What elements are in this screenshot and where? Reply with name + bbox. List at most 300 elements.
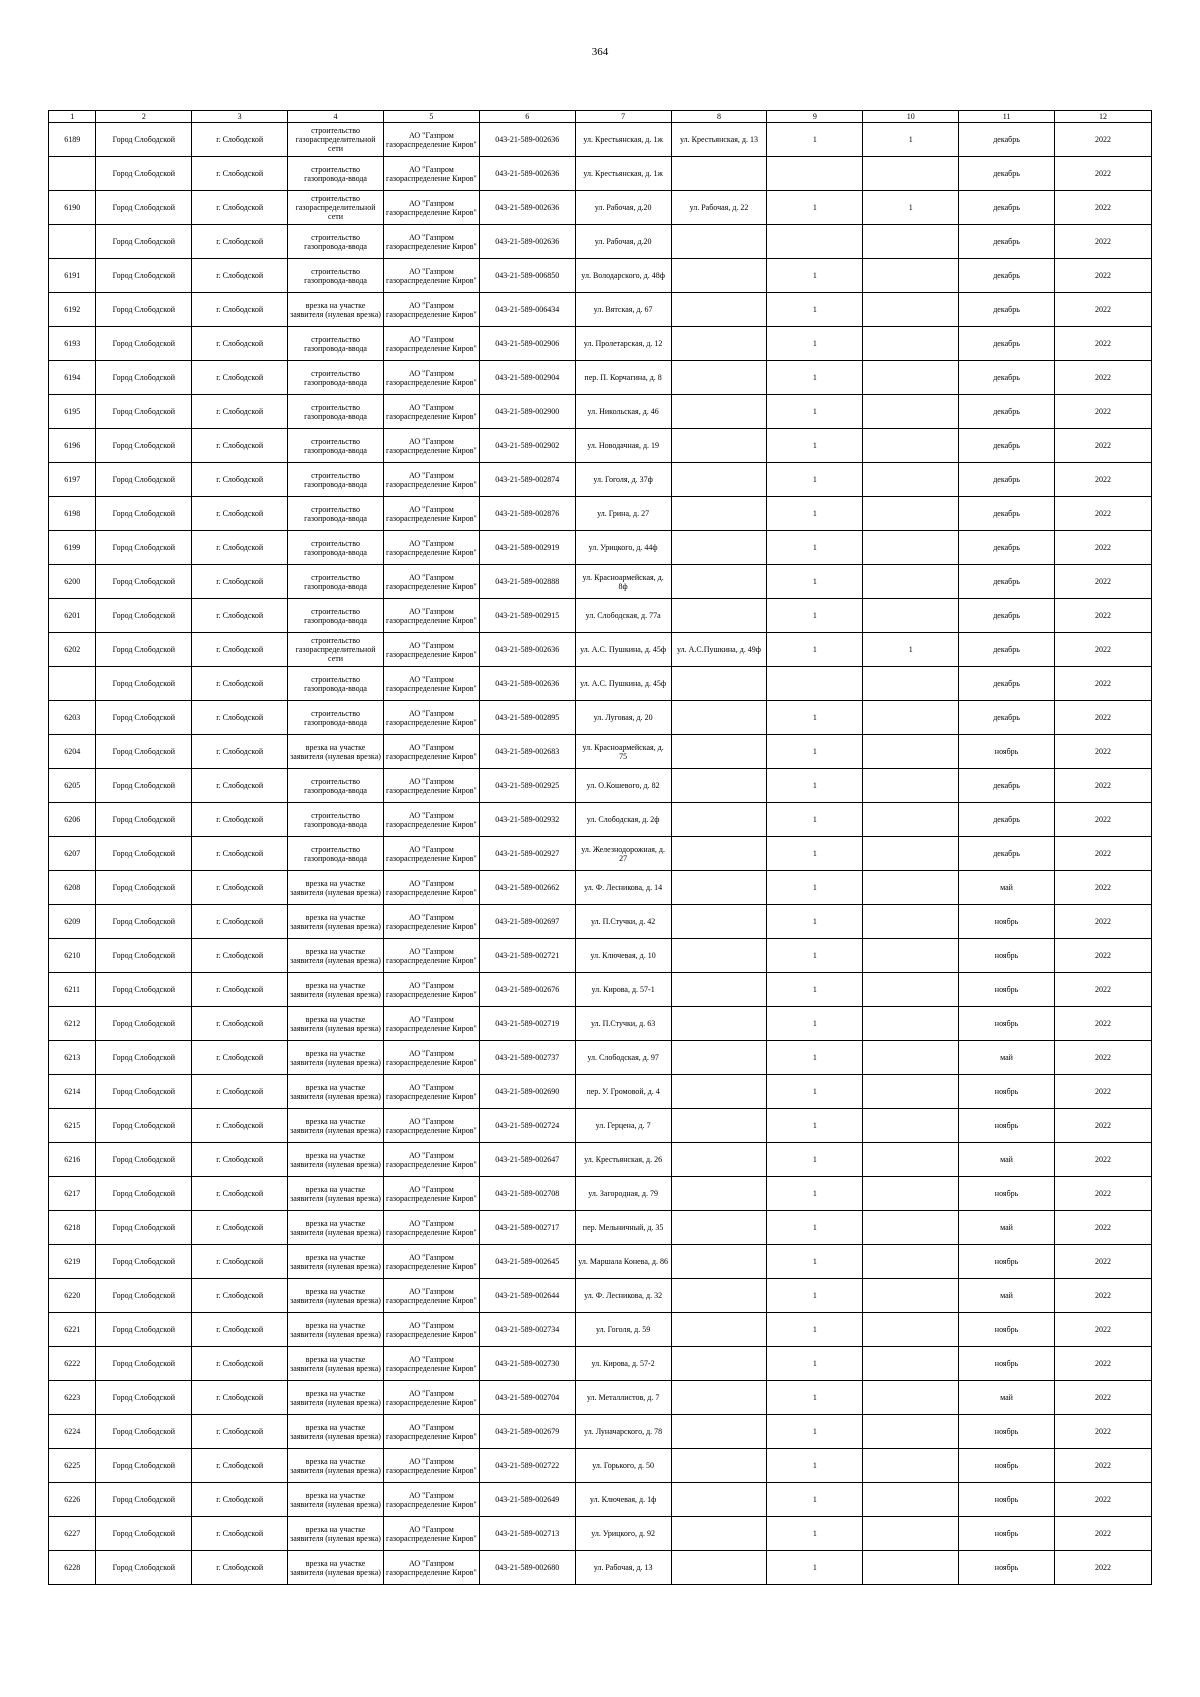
quantity-2-cell <box>863 1551 959 1585</box>
settlement-cell: г. Слободской <box>192 1245 288 1279</box>
year-cell: 2022 <box>1054 1041 1151 1075</box>
quantity-2-cell <box>863 395 959 429</box>
municipality-cell: Город Слободской <box>96 1449 192 1483</box>
quantity-2-cell <box>863 1177 959 1211</box>
table-row <box>49 1041 1152 1075</box>
quantity-2-cell <box>863 1415 959 1449</box>
quantity-2-cell <box>863 497 959 531</box>
row-number-cell: 6214 <box>49 1075 96 1109</box>
municipality-cell: Город Слободской <box>96 1143 192 1177</box>
year-cell: 2022 <box>1054 293 1151 327</box>
table-row <box>49 1109 1152 1143</box>
month-cell: ноябрь <box>959 735 1055 769</box>
month-cell: декабрь <box>959 225 1055 259</box>
column-header: 2 <box>96 111 192 123</box>
row-number-cell: 6220 <box>49 1279 96 1313</box>
quantity-cell: 1 <box>767 1483 863 1517</box>
organization-cell: АО "Газпром газораспределение Киров" <box>383 1551 479 1585</box>
quantity-cell: 1 <box>767 599 863 633</box>
work-type-cell: врезка на участке заявителя (нулевая врезка) <box>288 1211 384 1245</box>
contract-number-cell: 043-21-589-002708 <box>479 1177 575 1211</box>
quantity-2-cell <box>863 1075 959 1109</box>
row-number-cell: 6224 <box>49 1415 96 1449</box>
organization-cell: АО "Газпром газораспределение Киров" <box>383 1177 479 1211</box>
settlement-cell: г. Слободской <box>192 1347 288 1381</box>
quantity-2-cell <box>863 599 959 633</box>
address-2-cell <box>671 497 767 531</box>
work-type-cell: строительство газопровода-ввода <box>288 463 384 497</box>
quantity-cell: 1 <box>767 531 863 565</box>
year-cell: 2022 <box>1054 1347 1151 1381</box>
quantity-cell: 1 <box>767 1143 863 1177</box>
row-number-cell: 6219 <box>49 1245 96 1279</box>
municipality-cell: Город Слободской <box>96 973 192 1007</box>
work-type-cell: строительство газопровода-ввода <box>288 769 384 803</box>
address-cell: ул. Слободская, д. 2ф <box>575 803 671 837</box>
table-row <box>49 1143 1152 1177</box>
contract-number-cell: 043-21-589-002915 <box>479 599 575 633</box>
year-cell: 2022 <box>1054 1313 1151 1347</box>
year-cell: 2022 <box>1054 361 1151 395</box>
column-header: 7 <box>575 111 671 123</box>
register-table <box>48 110 1152 1585</box>
settlement-cell: г. Слободской <box>192 327 288 361</box>
address-cell: ул. Никольская, д. 46 <box>575 395 671 429</box>
address-2-cell: ул. А.С.Пушкина, д. 49ф <box>671 633 767 667</box>
year-cell: 2022 <box>1054 973 1151 1007</box>
address-2-cell <box>671 565 767 599</box>
quantity-cell: 1 <box>767 1449 863 1483</box>
row-number-cell: 6207 <box>49 837 96 871</box>
work-type-cell: врезка на участке заявителя (нулевая врезка) <box>288 735 384 769</box>
table-row <box>49 1551 1152 1585</box>
settlement-cell: г. Слободской <box>192 667 288 701</box>
row-number-cell: 6223 <box>49 1381 96 1415</box>
contract-number-cell: 043-21-589-002900 <box>479 395 575 429</box>
year-cell: 2022 <box>1054 1279 1151 1313</box>
year-cell: 2022 <box>1054 225 1151 259</box>
row-number-cell: 6211 <box>49 973 96 1007</box>
row-number-cell: 6212 <box>49 1007 96 1041</box>
organization-cell: АО "Газпром газораспределение Киров" <box>383 123 479 157</box>
address-2-cell <box>671 1211 767 1245</box>
year-cell: 2022 <box>1054 599 1151 633</box>
contract-number-cell: 043-21-589-002662 <box>479 871 575 905</box>
quantity-cell: 1 <box>767 905 863 939</box>
municipality-cell: Город Слободской <box>96 803 192 837</box>
organization-cell: АО "Газпром газораспределение Киров" <box>383 497 479 531</box>
address-cell: ул. А.С. Пушкина, д. 45ф <box>575 667 671 701</box>
table-row <box>49 327 1152 361</box>
municipality-cell: Город Слободской <box>96 1313 192 1347</box>
address-2-cell <box>671 1449 767 1483</box>
table-row <box>49 1245 1152 1279</box>
month-cell: ноябрь <box>959 1347 1055 1381</box>
address-cell: ул. Слободская, д. 97 <box>575 1041 671 1075</box>
table-row <box>49 667 1152 701</box>
address-cell: ул. А.С. Пушкина, д. 45ф <box>575 633 671 667</box>
year-cell: 2022 <box>1054 905 1151 939</box>
column-header: 12 <box>1054 111 1151 123</box>
quantity-2-cell <box>863 973 959 1007</box>
address-cell: ул. Луначарского, д. 78 <box>575 1415 671 1449</box>
quantity-2-cell <box>863 1483 959 1517</box>
row-number-cell: 6193 <box>49 327 96 361</box>
address-cell: ул. Красноармейская, д. 8ф <box>575 565 671 599</box>
municipality-cell: Город Слободской <box>96 735 192 769</box>
month-cell: ноябрь <box>959 1483 1055 1517</box>
month-cell: декабрь <box>959 701 1055 735</box>
work-type-cell: строительство газопровода-ввода <box>288 225 384 259</box>
row-number-cell: 6198 <box>49 497 96 531</box>
address-cell: ул. Вятская, д. 67 <box>575 293 671 327</box>
settlement-cell: г. Слободской <box>192 1075 288 1109</box>
month-cell: декабрь <box>959 361 1055 395</box>
address-2-cell <box>671 1517 767 1551</box>
quantity-cell: 1 <box>767 463 863 497</box>
contract-number-cell: 043-21-589-002895 <box>479 701 575 735</box>
quantity-cell: 1 <box>767 497 863 531</box>
contract-number-cell: 043-21-589-002636 <box>479 667 575 701</box>
table-row <box>49 701 1152 735</box>
table-row <box>49 1381 1152 1415</box>
organization-cell: АО "Газпром газораспределение Киров" <box>383 905 479 939</box>
work-type-cell: врезка на участке заявителя (нулевая врезка) <box>288 1245 384 1279</box>
quantity-cell: 1 <box>767 769 863 803</box>
municipality-cell: Город Слободской <box>96 871 192 905</box>
row-number-cell: 6202 <box>49 633 96 667</box>
municipality-cell: Город Слободской <box>96 1517 192 1551</box>
organization-cell: АО "Газпром газораспределение Киров" <box>383 1517 479 1551</box>
row-number-cell: 6205 <box>49 769 96 803</box>
settlement-cell: г. Слободской <box>192 1177 288 1211</box>
settlement-cell: г. Слободской <box>192 1551 288 1585</box>
organization-cell: АО "Газпром газораспределение Киров" <box>383 293 479 327</box>
year-cell: 2022 <box>1054 429 1151 463</box>
column-header: 11 <box>959 111 1055 123</box>
address-2-cell <box>671 259 767 293</box>
organization-cell: АО "Газпром газораспределение Киров" <box>383 1313 479 1347</box>
year-cell: 2022 <box>1054 1449 1151 1483</box>
table-row <box>49 1075 1152 1109</box>
address-2-cell <box>671 361 767 395</box>
address-cell: ул. Слободская, д. 77а <box>575 599 671 633</box>
municipality-cell: Город Слободской <box>96 225 192 259</box>
municipality-cell: Город Слободской <box>96 395 192 429</box>
row-number-cell: 6221 <box>49 1313 96 1347</box>
organization-cell: АО "Газпром газораспределение Киров" <box>383 1007 479 1041</box>
address-cell: ул. Луговая, д. 20 <box>575 701 671 735</box>
quantity-cell <box>767 157 863 191</box>
quantity-cell: 1 <box>767 1075 863 1109</box>
quantity-cell: 1 <box>767 1245 863 1279</box>
address-cell: ул. Крестьянская, д. 1ж <box>575 157 671 191</box>
table-row <box>49 259 1152 293</box>
month-cell: май <box>959 1143 1055 1177</box>
year-cell: 2022 <box>1054 1109 1151 1143</box>
quantity-2-cell <box>863 157 959 191</box>
address-cell: ул. Рабочая, д. 13 <box>575 1551 671 1585</box>
work-type-cell: врезка на участке заявителя (нулевая врезка) <box>288 1381 384 1415</box>
work-type-cell: врезка на участке заявителя (нулевая врезка) <box>288 1109 384 1143</box>
quantity-2-cell <box>863 293 959 327</box>
organization-cell: АО "Газпром газораспределение Киров" <box>383 259 479 293</box>
municipality-cell: Город Слободской <box>96 293 192 327</box>
table-row <box>49 293 1152 327</box>
table-row <box>49 1483 1152 1517</box>
table-row <box>49 735 1152 769</box>
month-cell: май <box>959 1041 1055 1075</box>
work-type-cell: строительство газопровода-ввода <box>288 327 384 361</box>
row-number-cell <box>49 667 96 701</box>
address-2-cell <box>671 225 767 259</box>
year-cell: 2022 <box>1054 1381 1151 1415</box>
month-cell: ноябрь <box>959 1313 1055 1347</box>
quantity-cell: 1 <box>767 1517 863 1551</box>
settlement-cell: г. Слободской <box>192 191 288 225</box>
quantity-2-cell <box>863 1041 959 1075</box>
column-header: 8 <box>671 111 767 123</box>
settlement-cell: г. Слободской <box>192 871 288 905</box>
quantity-2-cell: 1 <box>863 123 959 157</box>
municipality-cell: Город Слободской <box>96 157 192 191</box>
municipality-cell: Город Слободской <box>96 1041 192 1075</box>
organization-cell: АО "Газпром газораспределение Киров" <box>383 225 479 259</box>
row-number-cell: 6209 <box>49 905 96 939</box>
contract-number-cell: 043-21-589-006434 <box>479 293 575 327</box>
work-type-cell: строительство газопровода-ввода <box>288 531 384 565</box>
quantity-cell: 1 <box>767 1313 863 1347</box>
row-number-cell: 6206 <box>49 803 96 837</box>
quantity-2-cell <box>863 769 959 803</box>
contract-number-cell: 043-21-589-002679 <box>479 1415 575 1449</box>
settlement-cell: г. Слободской <box>192 1041 288 1075</box>
work-type-cell: врезка на участке заявителя (нулевая врезка) <box>288 1313 384 1347</box>
settlement-cell: г. Слободской <box>192 259 288 293</box>
year-cell: 2022 <box>1054 871 1151 905</box>
quantity-2-cell <box>863 565 959 599</box>
year-cell: 2022 <box>1054 1143 1151 1177</box>
contract-number-cell: 043-21-589-002904 <box>479 361 575 395</box>
row-number-cell: 6217 <box>49 1177 96 1211</box>
month-cell: декабрь <box>959 667 1055 701</box>
settlement-cell: г. Слободской <box>192 837 288 871</box>
address-2-cell: ул. Рабочая, д. 22 <box>671 191 767 225</box>
municipality-cell: Город Слободской <box>96 565 192 599</box>
quantity-2-cell <box>863 361 959 395</box>
settlement-cell: г. Слободской <box>192 905 288 939</box>
year-cell: 2022 <box>1054 1245 1151 1279</box>
quantity-2-cell <box>863 259 959 293</box>
quantity-cell: 1 <box>767 1007 863 1041</box>
quantity-cell: 1 <box>767 837 863 871</box>
municipality-cell: Город Слободской <box>96 633 192 667</box>
settlement-cell: г. Слободской <box>192 463 288 497</box>
municipality-cell: Город Слободской <box>96 667 192 701</box>
month-cell: декабрь <box>959 157 1055 191</box>
quantity-2-cell <box>863 1313 959 1347</box>
table-row <box>49 1347 1152 1381</box>
organization-cell: АО "Газпром газораспределение Киров" <box>383 157 479 191</box>
address-2-cell <box>671 905 767 939</box>
row-number-cell: 6210 <box>49 939 96 973</box>
year-cell: 2022 <box>1054 565 1151 599</box>
row-number-cell <box>49 225 96 259</box>
contract-number-cell: 043-21-589-002636 <box>479 633 575 667</box>
address-2-cell <box>671 1551 767 1585</box>
municipality-cell: Город Слободской <box>96 837 192 871</box>
settlement-cell: г. Слободской <box>192 497 288 531</box>
row-number-cell: 6227 <box>49 1517 96 1551</box>
quantity-2-cell <box>863 1517 959 1551</box>
municipality-cell: Город Слободской <box>96 123 192 157</box>
month-cell: ноябрь <box>959 905 1055 939</box>
organization-cell: АО "Газпром газораспределение Киров" <box>383 1415 479 1449</box>
organization-cell: АО "Газпром газораспределение Киров" <box>383 803 479 837</box>
quantity-cell: 1 <box>767 1041 863 1075</box>
contract-number-cell: 043-21-589-006850 <box>479 259 575 293</box>
year-cell: 2022 <box>1054 769 1151 803</box>
contract-number-cell: 043-21-589-002874 <box>479 463 575 497</box>
month-cell: май <box>959 1279 1055 1313</box>
organization-cell: АО "Газпром газораспределение Киров" <box>383 191 479 225</box>
table-body <box>49 123 1152 1585</box>
work-type-cell: строительство газопровода-ввода <box>288 803 384 837</box>
quantity-cell: 1 <box>767 1415 863 1449</box>
contract-number-cell: 043-21-589-002906 <box>479 327 575 361</box>
address-cell: ул. Володарского, д. 48ф <box>575 259 671 293</box>
work-type-cell: врезка на участке заявителя (нулевая врезка) <box>288 1143 384 1177</box>
month-cell: ноябрь <box>959 1075 1055 1109</box>
municipality-cell: Город Слободской <box>96 463 192 497</box>
address-cell: ул. Грина, д. 27 <box>575 497 671 531</box>
quantity-2-cell <box>863 735 959 769</box>
contract-number-cell: 043-21-589-002737 <box>479 1041 575 1075</box>
contract-number-cell: 043-21-589-002713 <box>479 1517 575 1551</box>
contract-number-cell: 043-21-589-002722 <box>479 1449 575 1483</box>
address-cell: ул. Крестьянская, д. 26 <box>575 1143 671 1177</box>
settlement-cell: г. Слободской <box>192 939 288 973</box>
table-row <box>49 1007 1152 1041</box>
row-number-cell: 6216 <box>49 1143 96 1177</box>
quantity-2-cell <box>863 667 959 701</box>
organization-cell: АО "Газпром газораспределение Киров" <box>383 361 479 395</box>
month-cell: ноябрь <box>959 1449 1055 1483</box>
organization-cell: АО "Газпром газораспределение Киров" <box>383 735 479 769</box>
municipality-cell: Город Слободской <box>96 1279 192 1313</box>
address-2-cell <box>671 293 767 327</box>
organization-cell: АО "Газпром газораспределение Киров" <box>383 1143 479 1177</box>
year-cell: 2022 <box>1054 667 1151 701</box>
year-cell: 2022 <box>1054 837 1151 871</box>
year-cell: 2022 <box>1054 1007 1151 1041</box>
organization-cell: АО "Газпром газораспределение Киров" <box>383 1075 479 1109</box>
row-number-cell: 6228 <box>49 1551 96 1585</box>
contract-number-cell: 043-21-589-002721 <box>479 939 575 973</box>
address-2-cell <box>671 973 767 1007</box>
column-header: 10 <box>863 111 959 123</box>
address-2-cell <box>671 701 767 735</box>
settlement-cell: г. Слободской <box>192 633 288 667</box>
municipality-cell: Город Слободской <box>96 599 192 633</box>
contract-number-cell: 043-21-589-002888 <box>479 565 575 599</box>
address-2-cell <box>671 1279 767 1313</box>
organization-cell: АО "Газпром газораспределение Киров" <box>383 1347 479 1381</box>
address-2-cell <box>671 395 767 429</box>
year-cell: 2022 <box>1054 803 1151 837</box>
contract-number-cell: 043-21-589-002734 <box>479 1313 575 1347</box>
quantity-2-cell <box>863 939 959 973</box>
year-cell: 2022 <box>1054 497 1151 531</box>
table-row <box>49 1211 1152 1245</box>
municipality-cell: Город Слободской <box>96 1483 192 1517</box>
address-2-cell <box>671 803 767 837</box>
contract-number-cell: 043-21-589-002647 <box>479 1143 575 1177</box>
quantity-cell: 1 <box>767 939 863 973</box>
quantity-cell: 1 <box>767 803 863 837</box>
organization-cell: АО "Газпром газораспределение Киров" <box>383 1381 479 1415</box>
settlement-cell: г. Слободской <box>192 701 288 735</box>
quantity-2-cell <box>863 837 959 871</box>
work-type-cell: врезка на участке заявителя (нулевая врезка) <box>288 1483 384 1517</box>
organization-cell: АО "Газпром газораспределение Киров" <box>383 973 479 1007</box>
work-type-cell: строительство газопровода-ввода <box>288 361 384 395</box>
settlement-cell: г. Слободской <box>192 1007 288 1041</box>
organization-cell: АО "Газпром газораспределение Киров" <box>383 395 479 429</box>
municipality-cell: Город Слободской <box>96 1347 192 1381</box>
quantity-2-cell <box>863 1143 959 1177</box>
organization-cell: АО "Газпром газораспределение Киров" <box>383 939 479 973</box>
contract-number-cell: 043-21-589-002644 <box>479 1279 575 1313</box>
table-row <box>49 191 1152 225</box>
address-2-cell <box>671 1347 767 1381</box>
month-cell: ноябрь <box>959 1551 1055 1585</box>
table-row <box>49 1517 1152 1551</box>
row-number-cell: 6204 <box>49 735 96 769</box>
month-cell: май <box>959 1381 1055 1415</box>
organization-cell: АО "Газпром газораспределение Киров" <box>383 837 479 871</box>
quantity-cell: 1 <box>767 633 863 667</box>
row-number-cell: 6196 <box>49 429 96 463</box>
quantity-cell: 1 <box>767 973 863 1007</box>
settlement-cell: г. Слободской <box>192 531 288 565</box>
quantity-2-cell <box>863 871 959 905</box>
row-number-cell: 6213 <box>49 1041 96 1075</box>
contract-number-cell: 043-21-589-002680 <box>479 1551 575 1585</box>
contract-number-cell: 043-21-589-002676 <box>479 973 575 1007</box>
address-cell: ул. О.Кошевого, д. 82 <box>575 769 671 803</box>
quantity-2-cell <box>863 1381 959 1415</box>
month-cell: декабрь <box>959 565 1055 599</box>
settlement-cell: г. Слободской <box>192 1109 288 1143</box>
address-cell: ул. Красноармейская, д. 75 <box>575 735 671 769</box>
table-header <box>49 111 1152 123</box>
quantity-cell: 1 <box>767 123 863 157</box>
address-cell: ул. П.Стучки, д. 63 <box>575 1007 671 1041</box>
quantity-cell <box>767 225 863 259</box>
quantity-2-cell <box>863 905 959 939</box>
year-cell: 2022 <box>1054 1517 1151 1551</box>
contract-number-cell: 043-21-589-002683 <box>479 735 575 769</box>
work-type-cell: строительство газораспределительной сети <box>288 191 384 225</box>
settlement-cell: г. Слободской <box>192 395 288 429</box>
year-cell: 2022 <box>1054 701 1151 735</box>
quantity-cell: 1 <box>767 1109 863 1143</box>
address-cell: ул. Пролетарская, д. 12 <box>575 327 671 361</box>
address-cell: ул. Кирова, д. 57-1 <box>575 973 671 1007</box>
work-type-cell: врезка на участке заявителя (нулевая врезка) <box>288 973 384 1007</box>
quantity-cell: 1 <box>767 701 863 735</box>
